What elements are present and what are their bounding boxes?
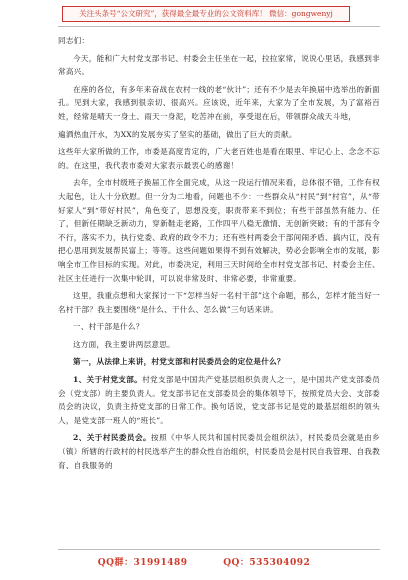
item-villagers-committee-text: 按照《中华人民共和国村民委员会组织法》，村民委员会就是由乡（镇）所辖的行政村的村民选举产生的群众性自治组织，村民委员会是村民自我管理、自我教育、自我服务的 bbox=[58, 433, 380, 470]
footer-qq-group: QQ群：31991489 bbox=[97, 558, 188, 568]
paragraph-intro: 这方面，我主要讲两层意思。 bbox=[73, 339, 175, 349]
paragraph-problems: 去年，全市村级班子换届工作全面完成，从这一段运行情况来看，总体很不错，工作有权大起色，让人十分欣慰。但一分为二地看，问题也不少：一些群众从“村民”到“村官”，从“带好家人”到“带好村民”，角色变了，思想没变，职责带来不到位；有些干部虽然有能力、任了，但新任期缺乏新动力，穿新鞋走老路，工作四平八稳无激情、无创新突破；有的干部有令不行，落实不力，执行党委、政府的政令不力；还有些村两委会干部间闹矛盾、搞内讧，没有把心思用到发展帮民富上；等等。这些问题如果得不到有效解决，势必会影响全市的发展，影响全市工作目标的实现。对此，市委决定，利用三天时间给全市村党支部书记、村委会主任、社区主任进行一次集中轮训，可以说非常及时、非常必要，非常重要。 bbox=[58, 178, 380, 283]
paragraph-topic: 这里，我重点想和大家探讨一下“怎样当好一名村干部”这个命题，那么，怎样才能当好一名村干部？我主要围绕“是什么、干什么、怎么做”三句话来讲。 bbox=[58, 291, 380, 314]
document-body bbox=[58, 34, 380, 476]
item-party-branch-text: 村党支部是中国共产党基层组织负责人之一，是中国共产党支部委员会（党支部）的主要负责人。党支部书记在支部委员会的集体领导下，按照党员大会、支部委员会的决议，负责主持党支部的日常工作。换句话说，党支部书记是党的最基层组织的领头人，是党支部一班人的“班长”。 bbox=[58, 375, 380, 425]
footer-divider bbox=[58, 549, 380, 550]
footer-qq: QQ：535304092 bbox=[223, 558, 311, 568]
subsection-heading: 第一，从法律上来讲，村党支部和村民委员会的定位是什么？ bbox=[73, 357, 285, 367]
section-heading-1: 一、村干部是什么？ bbox=[73, 322, 144, 332]
footer-contacts bbox=[0, 555, 408, 568]
item-villagers-committee bbox=[58, 431, 380, 472]
paragraph-opening: 今天，能和广大村党支部书记、村委会主任坐在一起，拉拉家常，说说心里话，我感到非常高兴。 bbox=[58, 53, 380, 77]
paragraph-thanks: 这些年大家所做的工作，市委是高度肯定的，广大老百姓也是看在眼里、牢记心上、念念不忘的。在这里，我代表市委对大家表示最衷心的感谢！ bbox=[58, 147, 380, 170]
paragraph-contribution: 遍洒热血汗水，为XX的发展夯实了坚实的基础，做出了巨大的贡献。 bbox=[58, 129, 297, 139]
header-divider bbox=[58, 26, 380, 27]
item-party-branch-label: 1、关于村党支部。 bbox=[73, 375, 143, 385]
item-party-branch bbox=[58, 373, 380, 427]
item-villagers-committee-label: 2、关于村民委员会。 bbox=[73, 433, 152, 443]
promo-banner[interactable]: 关注头条号“公文研究”，获得最全最专业的公文资料库！ 微信：gongwenyj bbox=[62, 6, 350, 22]
paragraph-attendees: 在座的各位，有多年来奋战在农村一线的老“伙计”；还有不少是去年换届中选举出的新面孔。见到大家，我感到很亲切、很高兴。应该说，近年来，大家为了全市发展，为了富裕百姓，经常是晴天一身土、雨天一身泥，吃苦冲在前，享受退在后，带领群众战天斗地， bbox=[58, 84, 380, 121]
salutation: 同志们： bbox=[58, 36, 90, 45]
